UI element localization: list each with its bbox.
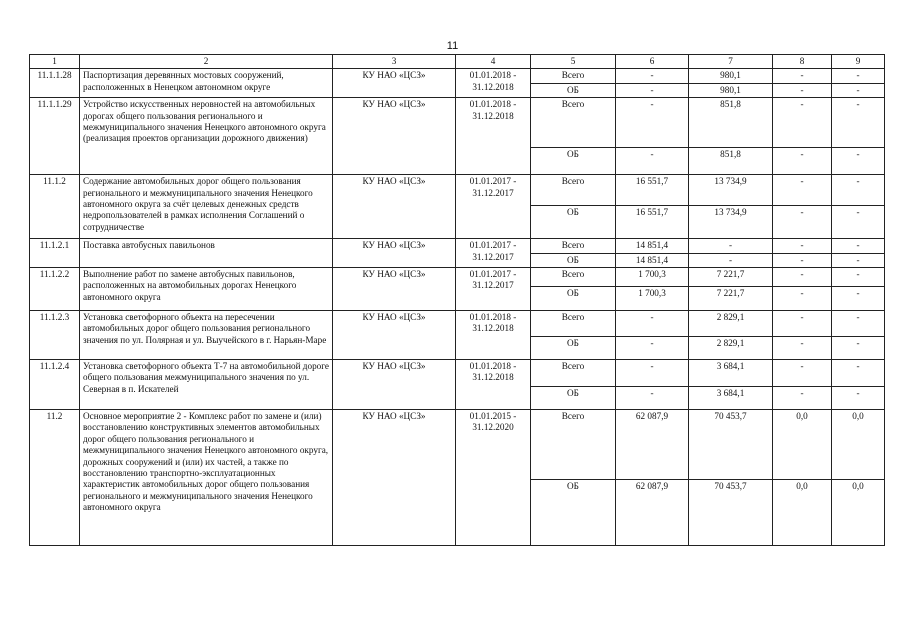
amount-cell: 1 700,3 [616, 268, 689, 287]
item-number-cell: 11.1.2.2 [30, 268, 80, 311]
amount-cell: - [773, 360, 832, 387]
amount-cell: - [773, 83, 832, 97]
amount-cell: - [832, 83, 885, 97]
amount-cell: - [832, 148, 885, 175]
amount-cell: - [832, 98, 885, 148]
amount-cell: 851,8 [689, 98, 773, 148]
item-number-cell: 11.2 [30, 410, 80, 546]
funding-source-cell: Всего [531, 69, 616, 83]
executor-cell: КУ НАО «ЦСЗ» [333, 98, 456, 175]
funding-source-cell: ОБ [531, 387, 616, 410]
amount-cell: 7 221,7 [689, 287, 773, 311]
column-header: 5 [531, 55, 616, 69]
amount-cell: - [773, 253, 832, 267]
amount-cell: 14 851,4 [616, 239, 689, 253]
amount-cell: - [689, 239, 773, 253]
amount-cell: - [773, 69, 832, 83]
amount-cell: 3 684,1 [689, 360, 773, 387]
amount-cell: 2 829,1 [689, 337, 773, 360]
item-name-cell: Установка светофорного объекта на пересечении автомобильных дорог общего пользования регионального значения по ул. Полярная и ул. Выучейского в г. Нарьян-Маре [80, 311, 333, 360]
amount-cell: - [773, 98, 832, 148]
amount-cell: - [773, 337, 832, 360]
amount-cell: - [832, 337, 885, 360]
period-cell: 01.01.2018 - 31.12.2018 [456, 98, 531, 175]
executor-cell: КУ НАО «ЦСЗ» [333, 69, 456, 98]
funding-source-cell: ОБ [531, 337, 616, 360]
amount-cell: - [832, 287, 885, 311]
column-header: 2 [80, 55, 333, 69]
amount-cell: 13 734,9 [689, 206, 773, 239]
executor-cell: КУ НАО «ЦСЗ» [333, 410, 456, 546]
period-cell: 01.01.2015 - 31.12.2020 [456, 410, 531, 546]
funding-source-cell: ОБ [531, 287, 616, 311]
amount-cell: - [773, 175, 832, 206]
page-number: 11 [446, 40, 459, 52]
executor-cell: КУ НАО «ЦСЗ» [333, 311, 456, 360]
amount-cell: 980,1 [689, 69, 773, 83]
period-cell: 01.01.2017 - 31.12.2017 [456, 175, 531, 239]
executor-cell: КУ НАО «ЦСЗ» [333, 239, 456, 268]
item-name-cell: Основное мероприятие 2 - Комплекс работ по замене и (или) восстановлению конструктивных элементов автомобильных дорог общего пользования регионального и межмуниципального значения Ненецкого автономного округа, дорожных сооружений и (или) их частей, а также по восстановлению транспортно-эксплуатационных характеристик автомобильных дорог общего пользования регионального и межмуниципального значения Ненецкого автономного округа [80, 410, 333, 546]
amount-cell: 2 829,1 [689, 311, 773, 337]
amount-cell: - [832, 360, 885, 387]
item-number-cell: 11.1.2.1 [30, 239, 80, 268]
funding-source-cell: Всего [531, 410, 616, 480]
table-row [30, 311, 885, 337]
funding-source-cell: ОБ [531, 148, 616, 175]
amount-cell: - [773, 268, 832, 287]
item-number-cell: 11.1.1.29 [30, 98, 80, 175]
item-number-cell: 11.1.1.28 [30, 69, 80, 98]
amount-cell: - [616, 148, 689, 175]
amount-cell: 0,0 [832, 480, 885, 546]
item-number-cell: 11.1.2.4 [30, 360, 80, 410]
column-header: 4 [456, 55, 531, 69]
period-cell: 01.01.2017 - 31.12.2017 [456, 239, 531, 268]
amount-cell: 16 551,7 [616, 175, 689, 206]
funding-source-cell: Всего [531, 311, 616, 337]
amount-cell: 14 851,4 [616, 253, 689, 267]
column-header: 9 [832, 55, 885, 69]
item-name-cell: Устройство искусственных неровностей на автомобильных дорогах общего пользования регионального и межмуниципального значения Ненецкого автономного округа (реализация проектов организации дорожного движения) [80, 98, 333, 175]
amount-cell: - [832, 175, 885, 206]
amount-cell: - [616, 387, 689, 410]
period-cell: 01.01.2018 - 31.12.2018 [456, 311, 531, 360]
amount-cell: - [773, 387, 832, 410]
amount-cell: - [616, 337, 689, 360]
amount-cell: 980,1 [689, 83, 773, 97]
table-row [30, 239, 885, 253]
period-cell: 01.01.2018 - 31.12.2018 [456, 360, 531, 410]
item-number-cell: 11.1.2 [30, 175, 80, 239]
item-name-cell: Паспортизация деревянных мостовых сооружений, расположенных в Ненецком автономном округе [80, 69, 333, 98]
amount-cell: - [773, 148, 832, 175]
item-name-cell: Поставка автобусных павильонов [80, 239, 333, 268]
amount-cell: - [616, 311, 689, 337]
amount-cell: - [689, 253, 773, 267]
column-header: 1 [30, 55, 80, 69]
program-table [29, 54, 885, 546]
period-cell: 01.01.2017 - 31.12.2017 [456, 268, 531, 311]
amount-cell: - [616, 98, 689, 148]
amount-cell: 0,0 [773, 480, 832, 546]
amount-cell: 70 453,7 [689, 410, 773, 480]
executor-cell: КУ НАО «ЦСЗ» [333, 175, 456, 239]
table-row [30, 69, 885, 83]
funding-source-cell: Всего [531, 98, 616, 148]
funding-source-cell: Всего [531, 175, 616, 206]
item-name-cell: Содержание автомобильных дорог общего пользования регионального и межмуниципального значения Ненецкого автономного округа за счёт целевых денежных средств недропользователей в рамках исполнения Соглашений о сотрудничестве [80, 175, 333, 239]
amount-cell: 13 734,9 [689, 175, 773, 206]
amount-cell: - [832, 206, 885, 239]
amount-cell: - [832, 69, 885, 83]
table-row [30, 175, 885, 206]
funding-source-cell: Всего [531, 360, 616, 387]
table-row [30, 410, 885, 480]
amount-cell: - [832, 239, 885, 253]
amount-cell: 0,0 [773, 410, 832, 480]
executor-cell: КУ НАО «ЦСЗ» [333, 268, 456, 311]
amount-cell: 62 087,9 [616, 410, 689, 480]
amount-cell: - [773, 239, 832, 253]
table-row [30, 268, 885, 287]
amount-cell: - [773, 311, 832, 337]
funding-source-cell: ОБ [531, 480, 616, 546]
amount-cell: 851,8 [689, 148, 773, 175]
amount-cell: - [832, 253, 885, 267]
item-number-cell: 11.1.2.3 [30, 311, 80, 360]
item-name-cell: Установка светофорного объекта Т-7 на автомобильной дороге общего пользования межмуниципального значения по ул. Северная в п. Искателей [80, 360, 333, 410]
column-header: 7 [689, 55, 773, 69]
funding-source-cell: ОБ [531, 253, 616, 267]
funding-source-cell: Всего [531, 239, 616, 253]
amount-cell: 1 700,3 [616, 287, 689, 311]
amount-cell: - [773, 206, 832, 239]
funding-source-cell: Всего [531, 268, 616, 287]
amount-cell: - [616, 83, 689, 97]
table-row [30, 98, 885, 148]
amount-cell: - [616, 69, 689, 83]
period-cell: 01.01.2018 - 31.12.2018 [456, 69, 531, 98]
amount-cell: - [832, 311, 885, 337]
amount-cell: 62 087,9 [616, 480, 689, 546]
funding-source-cell: ОБ [531, 83, 616, 97]
amount-cell: 7 221,7 [689, 268, 773, 287]
amount-cell: 0,0 [832, 410, 885, 480]
executor-cell: КУ НАО «ЦСЗ» [333, 360, 456, 410]
item-name-cell: Выполнение работ по замене автобусных павильонов, расположенных на автомобильных дорогах Ненецкого автономного округа [80, 268, 333, 311]
table-row [30, 360, 885, 387]
column-header: 8 [773, 55, 832, 69]
amount-cell: - [832, 387, 885, 410]
amount-cell: - [832, 268, 885, 287]
amount-cell: - [616, 360, 689, 387]
column-header: 3 [333, 55, 456, 69]
amount-cell: - [773, 287, 832, 311]
amount-cell: 70 453,7 [689, 480, 773, 546]
column-number-row [30, 55, 885, 69]
amount-cell: 16 551,7 [616, 206, 689, 239]
amount-cell: 3 684,1 [689, 387, 773, 410]
column-header: 6 [616, 55, 689, 69]
funding-source-cell: ОБ [531, 206, 616, 239]
